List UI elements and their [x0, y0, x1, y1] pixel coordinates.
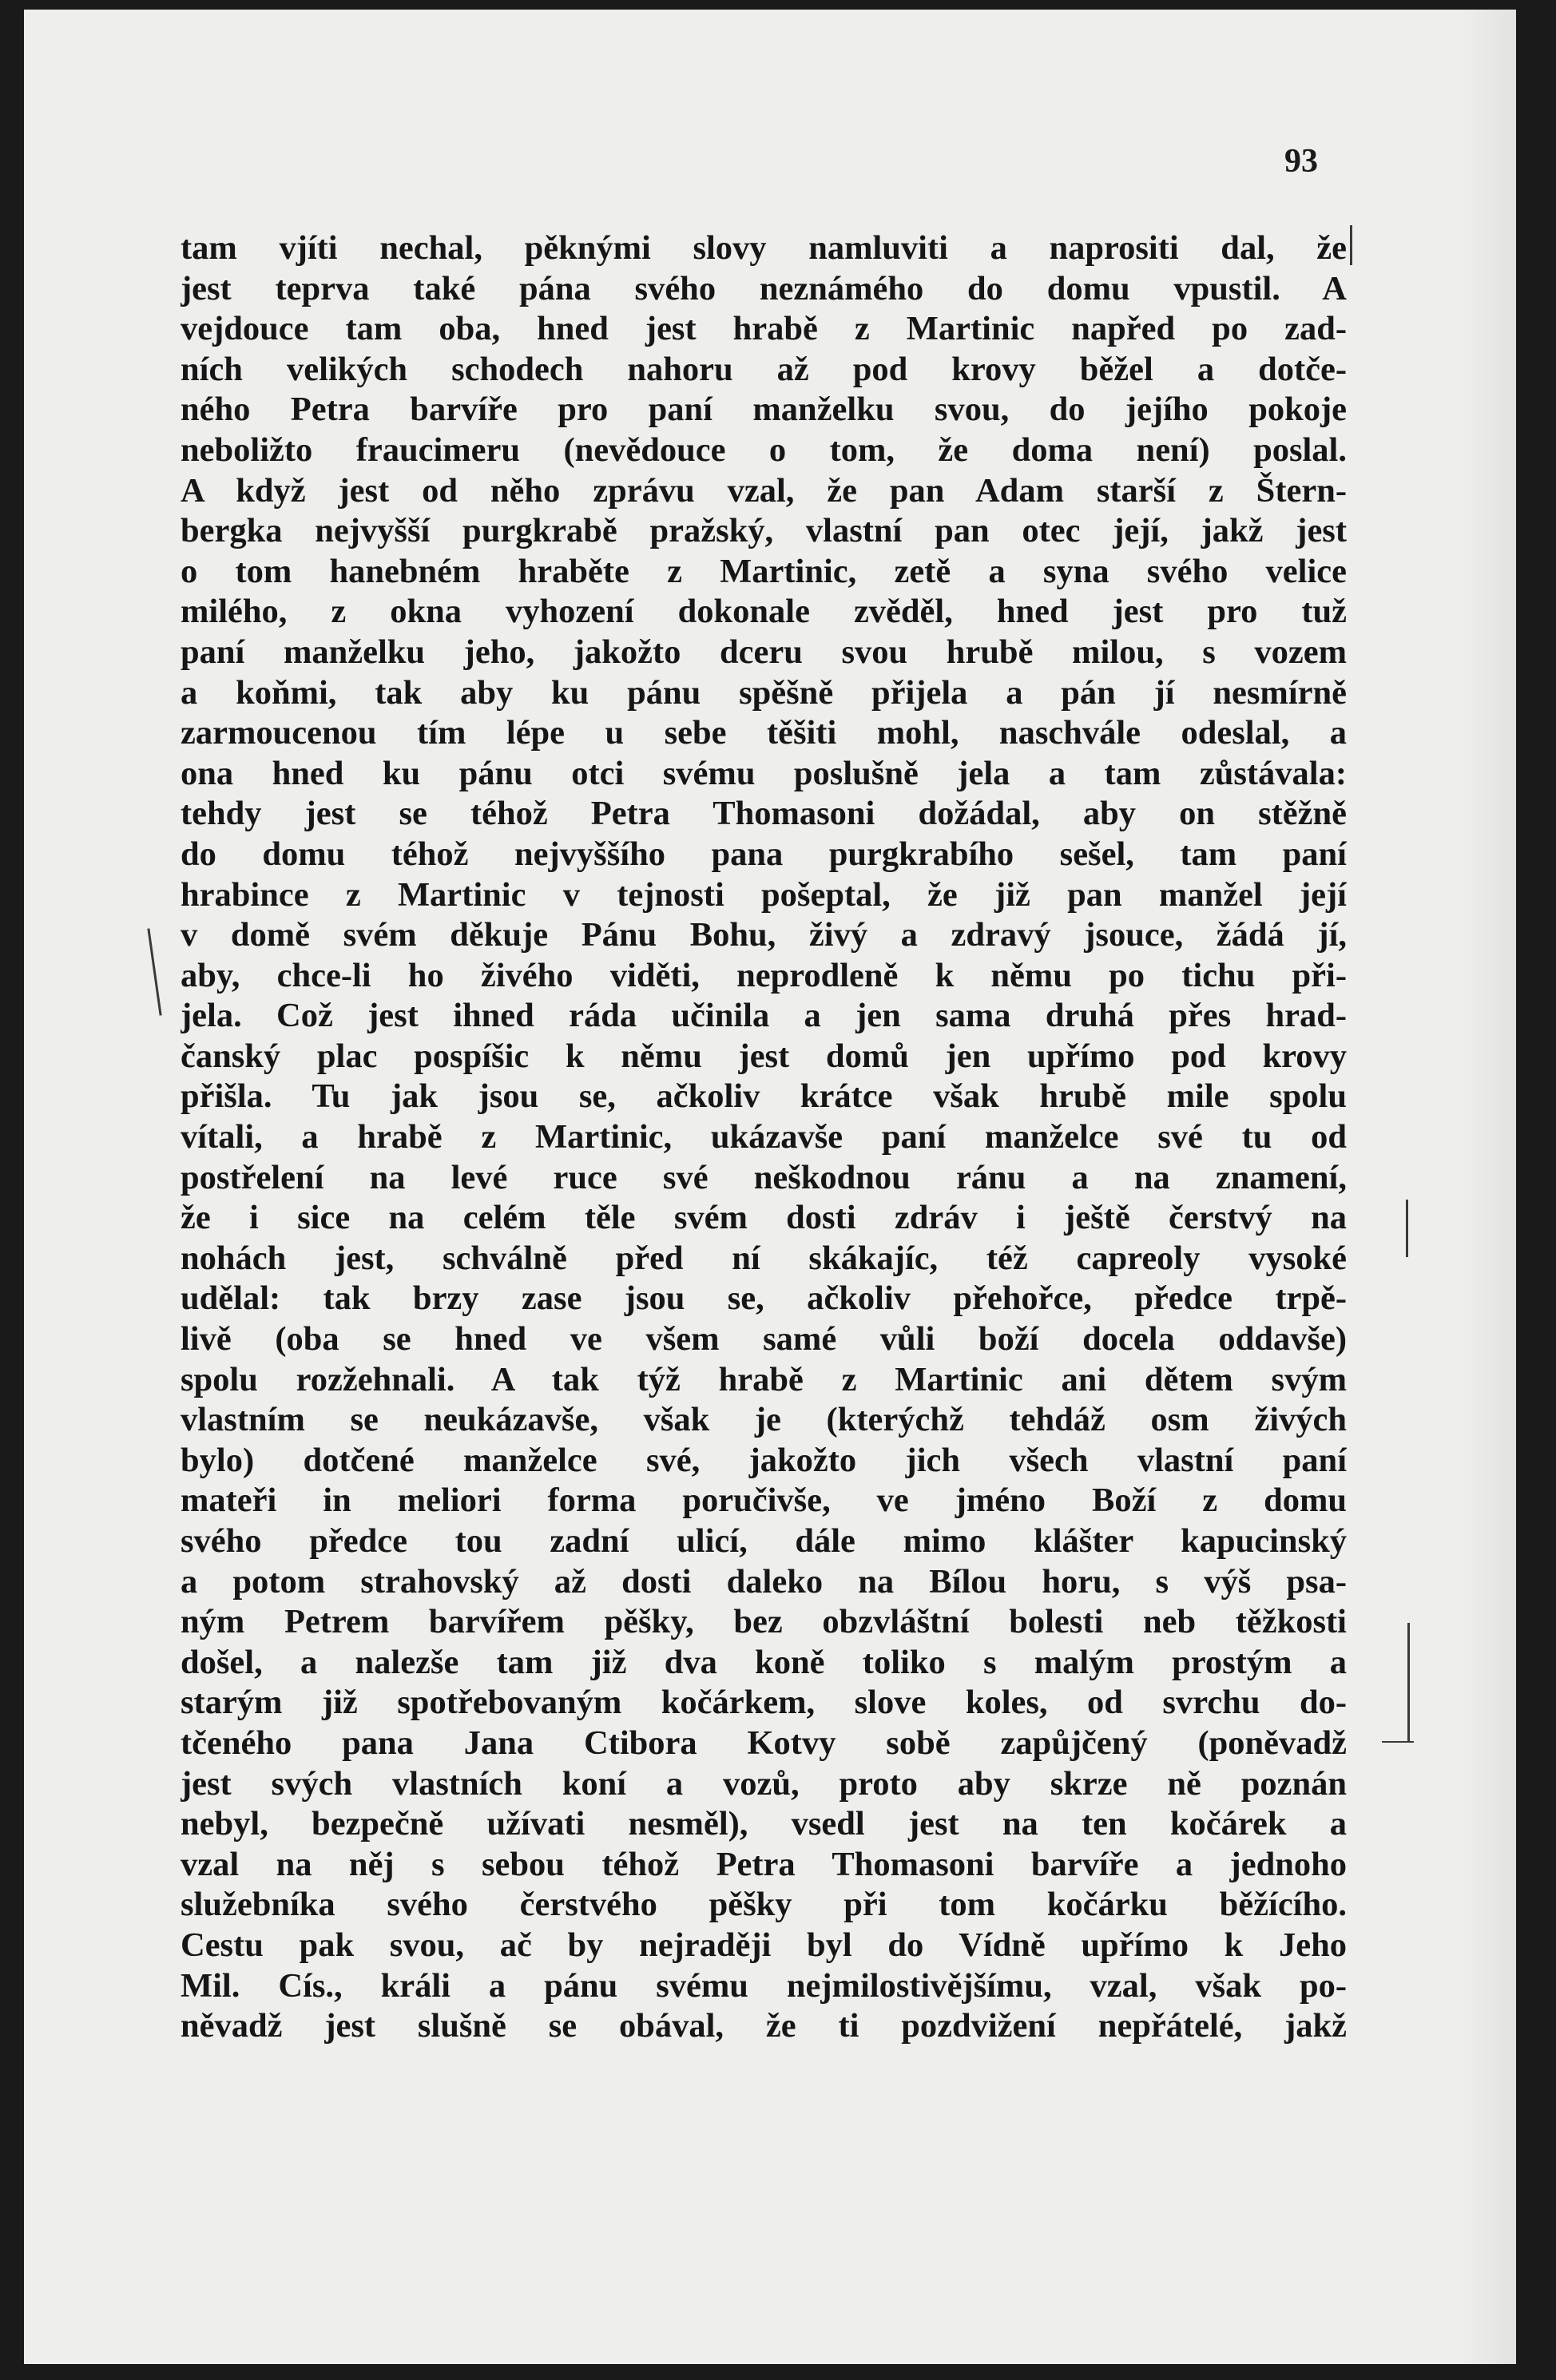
text-line: bylo) dotčené manželce své, jakožto jich všech vlastní paní	[181, 1441, 1347, 1479]
text-line: tehdy jest se téhož Petra Thomasoni dožádal, aby on stěžně	[181, 795, 1347, 833]
text-line: udělal: tak brzy zase jsou se, ačkoliv přehořce, předce trpě-	[181, 1279, 1347, 1318]
text-line: přišla. Tu jak jsou se, ačkoliv krátce však hrubě mile spolu	[181, 1077, 1347, 1116]
body-text	[181, 228, 1347, 2047]
text-line: A když jest od něho zprávu vzal, že pan Adam starší z Štern-	[181, 471, 1347, 510]
text-line: zarmoucenou tím lépe u sebe těšiti mohl, naschvále odeslal, a	[181, 714, 1347, 752]
text-line: hrabince z Martinic v tejnosti pošeptal, že již pan manžel její	[181, 875, 1347, 914]
book-page	[24, 10, 1516, 2364]
text-line: v domě svém děkuje Pánu Bohu, živý a zdravý jsouce, žádá jí,	[181, 916, 1347, 954]
text-line: ona hned ku pánu otci svému poslušně jela a tam zůstávala:	[181, 754, 1347, 792]
text-line: a potom strahovský až dosti daleko na Bílou horu, s výš psa-	[181, 1562, 1347, 1601]
text-line: služebníka svého čerstvého pěšky při tom kočárku běžícího.	[181, 1886, 1347, 1924]
text-line: nohách jest, schválně před ní skákajíc, též capreoly vysoké	[181, 1239, 1347, 1277]
text-line: starým již spotřebovaným kočárkem, slove koles, od svrchu do-	[181, 1684, 1347, 1722]
margin-mark-right-4	[1350, 225, 1352, 265]
text-line: postřelení na levé ruce své neškodnou ránu a na znamení,	[181, 1158, 1347, 1196]
text-line: tam vjíti nechal, pěknými slovy namluviti a naprositi dal, že	[181, 229, 1347, 267]
text-line: bergka nejvyšší purgkrabě pražský, vlastní pan otec její, jakž jest	[181, 512, 1347, 550]
text-line: spolu rozžehnali. A tak týž hrabě z Martinic ani dětem svým	[181, 1360, 1347, 1398]
text-line: ným Petrem barvířem pěšky, bez obzvláštní bolesti neb těžkosti	[181, 1603, 1347, 1641]
text-line: vítali, a hrabě z Martinic, ukázavše paní manželce své tu od	[181, 1118, 1347, 1156]
text-line: Cestu pak svou, ač by nejraději byl do Vídně upřímo k Jeho	[181, 1926, 1347, 1964]
text-line: došel, a nalezše tam již dva koně toliko s malým prostým a	[181, 1643, 1347, 1681]
margin-mark-left	[147, 928, 161, 1015]
text-line: o tom hanebném hraběte z Martinic, zetě a syna svého velice	[181, 552, 1347, 590]
text-line: nebyl, bezpečně užívati nesměl), vsedl jest na ten kočárek a	[181, 1805, 1347, 1843]
text-line: čanský plac pospíšic k němu jest domů jen upřímo pod krovy	[181, 1037, 1347, 1075]
text-line: že i sice na celém těle svém dosti zdráv i ještě čerstvý na	[181, 1199, 1347, 1237]
margin-mark-right-3	[1382, 1741, 1414, 1743]
text-line: Mil. Cís., králi a pánu svému nejmilostivějšímu, vzal, však po-	[181, 1966, 1347, 2005]
text-line: aby, chce-li ho živého viděti, neprodleně k němu po tichu při-	[181, 956, 1347, 994]
text-line: vejdouce tam oba, hned jest hrabě z Martinic napřed po zad-	[181, 310, 1347, 348]
text-line: ného Petra barvíře pro paní manželku svou, do jejího pokoje	[181, 391, 1347, 429]
text-line: mateři in meliori forma poručivše, ve jméno Boží z domu	[181, 1482, 1347, 1520]
text-line: neboližto fraucimeru (nevědouce o tom, že doma není) poslal.	[181, 430, 1347, 469]
text-line: do domu téhož nejvyššího pana purgkrabího sešel, tam paní	[181, 835, 1347, 873]
page-number: 93	[1284, 143, 1318, 180]
text-line: svého předce tou zadní ulicí, dále mimo klášter kapucinský	[181, 1522, 1347, 1560]
page-edge-shadow	[1460, 10, 1516, 2364]
text-line: ních velikých schodech nahoru až pod krovy běžel a dotče-	[181, 350, 1347, 388]
margin-mark-right-1	[1406, 1200, 1408, 1257]
text-line: vzal na něj s sebou téhož Petra Thomasoni barvíře a jednoho	[181, 1845, 1347, 1883]
text-line: paní manželku jeho, jakožto dceru svou hrubě milou, s vozem	[181, 633, 1347, 671]
text-line: tčeného pana Jana Ctibora Kotvy sobě zapůjčený (poněvadž	[181, 1724, 1347, 1762]
text-line: jest svých vlastních koní a vozů, proto aby skrze ně poznán	[181, 1764, 1347, 1803]
text-line: vlastním se neukázavše, však je (kterýchž tehdáž osm živých	[181, 1401, 1347, 1439]
text-line: něvadž jest slušně se obával, že ti pozdvižení nepřátelé, jakž	[181, 2007, 1347, 2045]
text-line: livě (oba se hned ve všem samé vůli boží docela oddavše)	[181, 1320, 1347, 1359]
text-line: jest teprva také pána svého neznámého do domu vpustil. A	[181, 269, 1347, 307]
text-line: jela. Což jest ihned ráda učinila a jen sama druhá přes hrad-	[181, 997, 1347, 1035]
margin-mark-right-2	[1407, 1623, 1410, 1743]
text-line: milého, z okna vyhození dokonale zvěděl, hned jest pro tuž	[181, 593, 1347, 631]
text-line: a koňmi, tak aby ku pánu spěšně přijela a pán jí nesmírně	[181, 673, 1347, 712]
